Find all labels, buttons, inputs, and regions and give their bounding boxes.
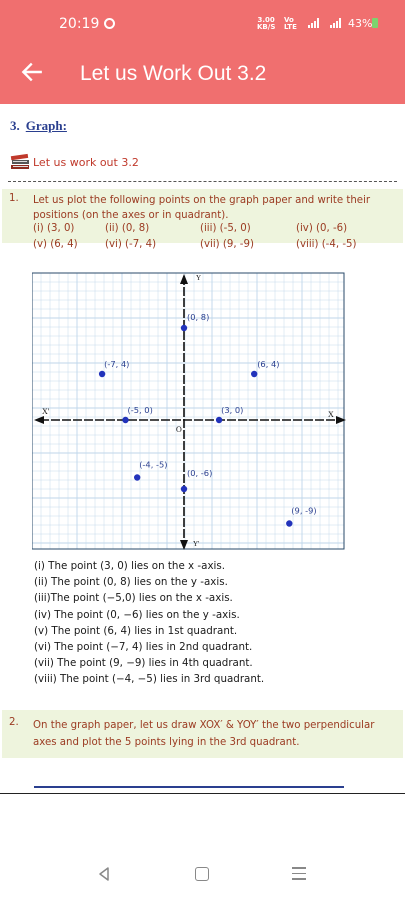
question-1-number: 1.	[9, 193, 19, 204]
graph-point	[286, 520, 292, 526]
point-item: (v) (6, 4)	[33, 239, 78, 250]
question-2-number: 2.	[9, 717, 19, 728]
graph-point-label: (-4, -5)	[139, 459, 168, 470]
section-heading	[10, 118, 67, 134]
graph-point	[181, 325, 187, 331]
graph-point	[134, 474, 140, 480]
battery-percent: 43%	[348, 17, 373, 30]
graph-point-label: (9, -9)	[291, 505, 317, 516]
graph-point	[216, 417, 222, 423]
books-icon	[10, 153, 30, 171]
lesson-link[interactable]: Let us work out 3.2	[33, 156, 139, 169]
battery-icon	[372, 18, 378, 28]
volte-icon	[284, 17, 297, 31]
question-2-text: On the graph paper, let us draw XOX′ & YOY′ the two perpendicular axes and plot the 5 points lying in the 3rd quadrant.	[33, 720, 375, 748]
section-title: Graph:	[25, 118, 67, 133]
nav-back-icon[interactable]	[96, 866, 112, 882]
graph-point	[99, 371, 105, 377]
status-bar	[0, 0, 405, 46]
x-pos-label: X	[328, 410, 334, 419]
x-neg-label: X'	[42, 407, 50, 416]
graph-point-label: (0, 8)	[187, 312, 210, 322]
graph-point-label: (-7, 4)	[104, 359, 130, 369]
signal-icon-2	[330, 18, 341, 28]
question-1-text: Let us plot the following points on the graph paper and write their positions (on the axes or in quadrant).	[33, 195, 371, 221]
graph-point	[251, 371, 257, 377]
volte-top: Vo	[284, 16, 294, 24]
point-item: (viii) (-4, -5)	[296, 239, 357, 250]
point-item: (iv) (0, -6)	[296, 223, 348, 234]
answer-item: (ii) The point (0, 8) lies on the y -axis.	[34, 576, 228, 589]
point-item: (i) (3, 0)	[33, 223, 75, 234]
answer-item: (i) The point (3, 0) lies on the x -axis.	[34, 560, 226, 572]
answer-item: (iv) The point (0, −6) lies on the y -axis.	[34, 608, 240, 621]
divider	[8, 181, 397, 182]
graph-point	[122, 417, 128, 423]
status-time: 20:19	[59, 16, 100, 32]
point-item: (iii) (-5, 0)	[200, 223, 251, 234]
graph-point-label: (0, -6)	[187, 468, 213, 478]
network-speed-value: 3.00	[257, 16, 275, 24]
point-item: (vii) (9, -9)	[200, 239, 254, 250]
answer-list	[34, 558, 264, 688]
network-speed	[257, 17, 275, 31]
system-nav-bar	[0, 794, 405, 900]
volte-bottom: LTE	[284, 23, 297, 31]
answer-item: (vii) The point (9, −9) lies in 4th quadrant.	[34, 657, 253, 670]
answer-item: (vi) The point (−7, 4) lies in 2nd quadrant.	[34, 641, 253, 654]
origin-label: O	[176, 425, 182, 434]
y-neg-label: Y'	[193, 540, 200, 548]
point-item: (vi) (-7, 4)	[105, 239, 157, 250]
graph-point	[181, 486, 187, 492]
signal-icon	[308, 18, 319, 28]
app-bar	[0, 46, 405, 104]
screen-record-icon	[104, 18, 115, 29]
network-speed-unit: KB/S	[257, 23, 276, 31]
content-area[interactable]	[0, 104, 405, 794]
nav-home-icon[interactable]	[195, 867, 209, 881]
coordinate-graph	[32, 272, 352, 552]
section-number: 3.	[10, 118, 20, 133]
answer-item: (viii) The point (−4, −5) lies in 3rd quadrant.	[34, 673, 265, 686]
nav-recents-icon[interactable]	[292, 867, 306, 881]
question-2	[2, 710, 403, 758]
question-1	[2, 189, 403, 250]
graph-point-label: (6, 4)	[257, 359, 280, 369]
page-title: Let us Work Out 3.2	[80, 62, 267, 85]
graph-point-label: (3, 0)	[221, 405, 244, 415]
answer-item: (iii)The point (−5,0) lies on the x -axis.	[34, 592, 233, 605]
y-pos-label: Y	[196, 274, 202, 282]
answer-item: (v) The point (6, 4) lies in 1st quadrant.	[34, 624, 238, 637]
point-item: (ii) (0, 8)	[105, 223, 150, 234]
graph-point-label: (-5, 0)	[127, 405, 153, 415]
back-arrow-icon[interactable]	[19, 59, 45, 85]
